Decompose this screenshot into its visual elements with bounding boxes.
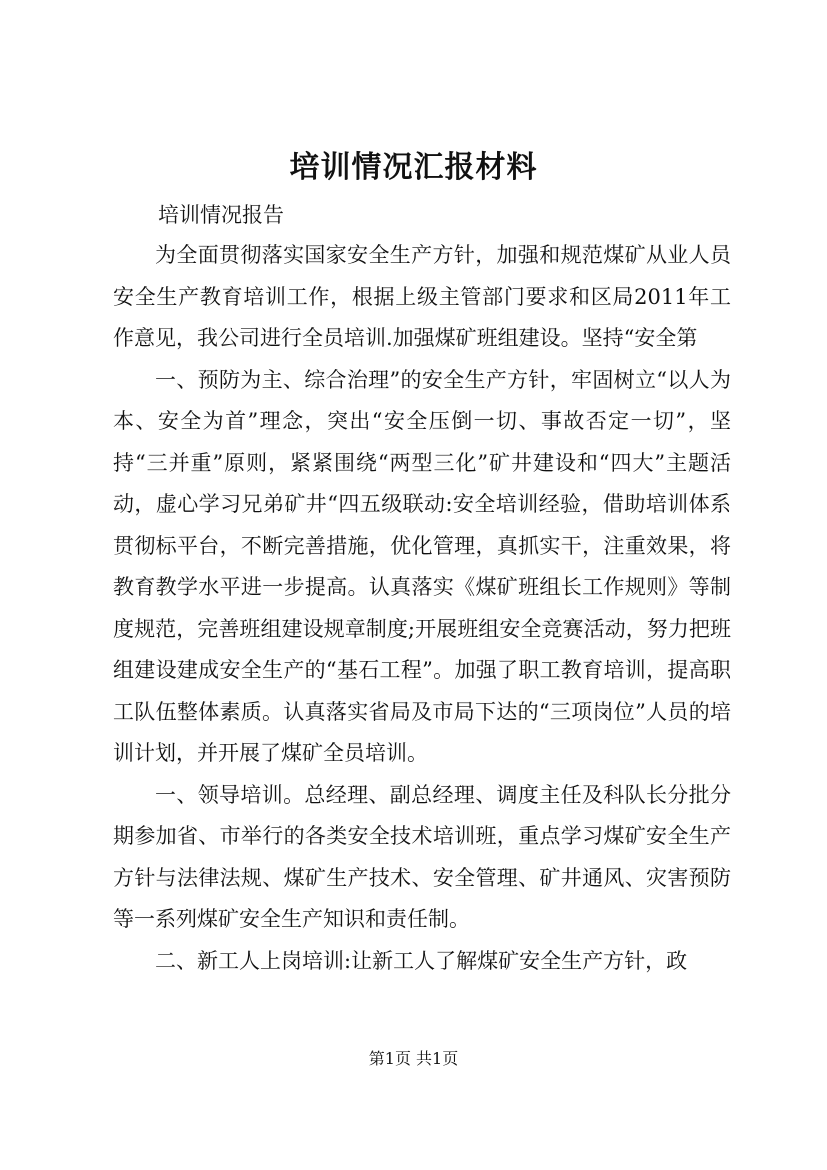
paragraph-4: 二、新工人上岗培训:让新工人了解煤矿安全生产方针，政 <box>155 948 688 973</box>
document-subtitle: 培训情况报告 <box>158 203 284 227</box>
document-body <box>113 235 731 982</box>
page-footer: 第1页 共1页 <box>368 1049 459 1068</box>
document-title: 培训情况汇报材料 <box>289 150 538 185</box>
paragraph-3: 一、领导培训。总经理、副总经理、调度主任及科队长分批分期参加省、市举行的各类安全技术培训班，重点学习煤矿安全生产方针与法律法规、煤矿生产技术、安全管理、矿井通风、灾害预防等一系列煤矿安全生产知识和责任制。 <box>113 782 731 931</box>
paragraph-2: 一、预防为主、综合治理”的安全生产方针，牢固树立“以人为本、安全为首”理念，突出“安全压倒一切、事故否定一切”，坚持“三并重”原则，紧紧围绕“两型三化”矿井建设和“四大”主题活动，虚心学习兄弟矿井“四五级联动:安全培训经验，借助培训体系贯彻标平台，不断完善措施，优化管理，真抓实干，注重效果，将教育教学水平进一步提高。认真落实《煤矿班组长工作规则》等制度规范，完善班组建设规章制度;开展班组安全竞赛活动，努力把班组建设建成安全生产的“基石工程”。加强了职工教育培训，提高职工队伍整体素质。认真落实省局及市局下达的“三项岗位”人员的培训计划，并开展了煤矿全员培训。 <box>113 367 731 765</box>
paragraph-1: 为全面贯彻落实国家安全生产方针，加强和规范煤矿从业人员安全生产教育培训工作，根据上级主管部门要求和区局2011年工作意见，我公司进行全员培训.加强煤矿班组建设。坚持“安全第 <box>113 243 731 350</box>
